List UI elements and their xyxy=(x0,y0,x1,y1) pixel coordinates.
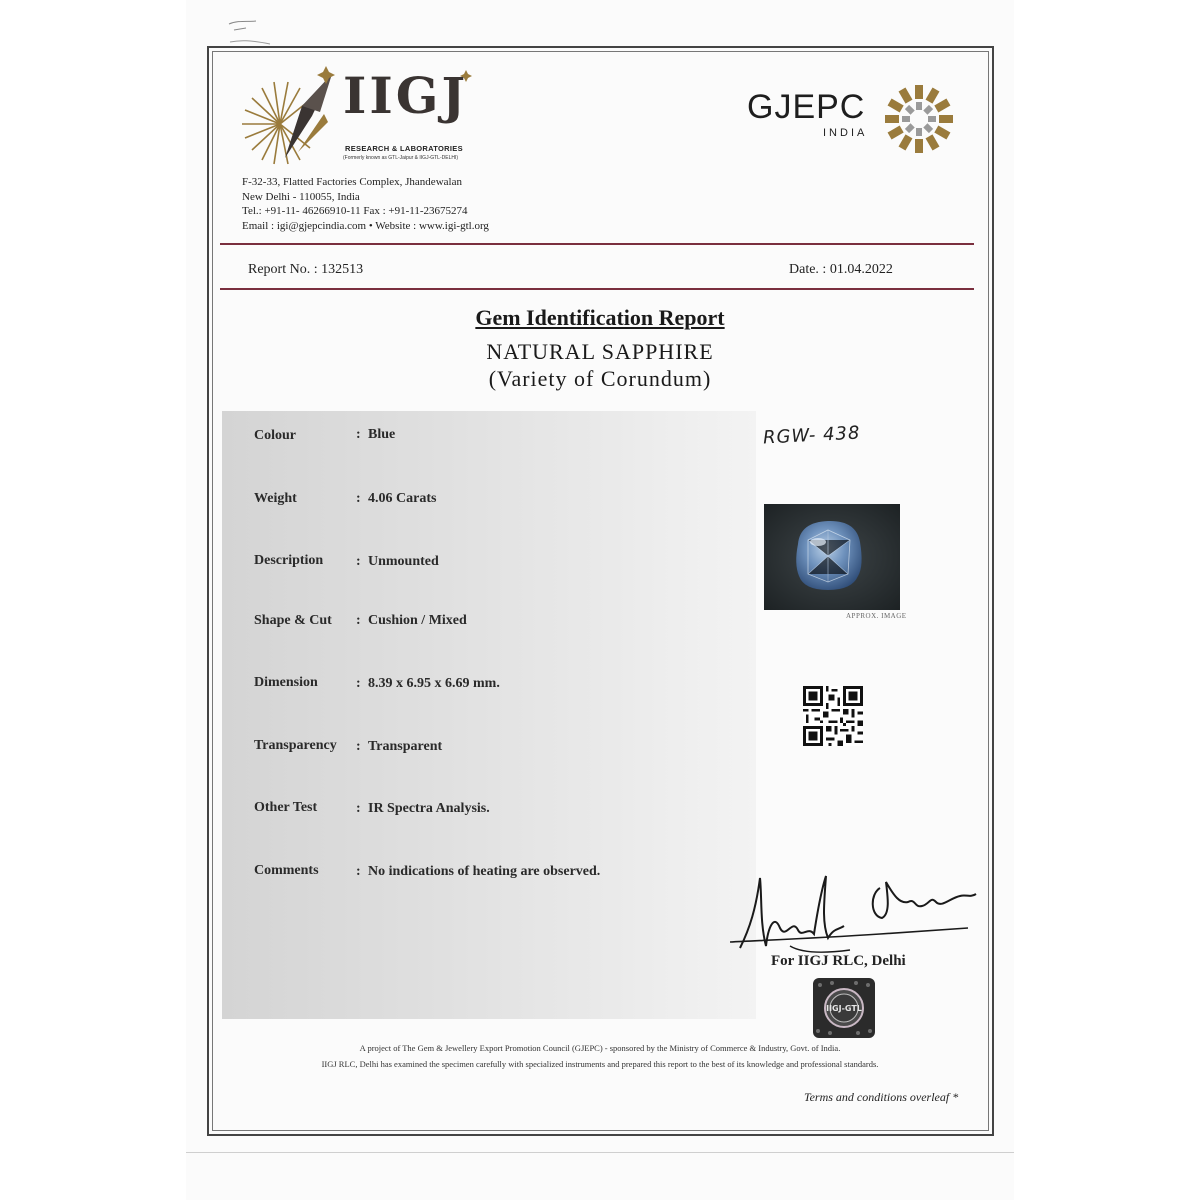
footer-disclaimer-line: IIGJ RLC, Delhi has examined the specimen carefully with specialized instruments and prepared this report to the best of its knowledge and professional standards. xyxy=(321,1059,879,1069)
footer-project-line: A project of The Gem & Jewellery Export Promotion Council (GJEPC) - sponsored by the Ministry of Commerce & Industry, Govt. of India. xyxy=(359,1043,841,1053)
field-label-shape-cut: Shape & Cut xyxy=(254,613,332,628)
field-label-colour: Colour xyxy=(254,428,296,443)
signatory-line: For IIGJ RLC, Delhi xyxy=(771,953,906,969)
report-number-label: Report No. : xyxy=(248,262,318,277)
email-website-line: Email : igi@gjepcindia.com • Website : www.igi-gtl.org xyxy=(242,220,489,232)
field-label-weight: Weight xyxy=(254,491,297,506)
address-line-2: New Delhi - 110055, India xyxy=(242,191,360,203)
page-bottom-line xyxy=(186,1152,1014,1153)
image-caption: APPROX. IMAGE xyxy=(846,612,907,620)
iigj-former-name: (Formerly known as GTL-Jaipur & IIGJ-GTL-DELHI) xyxy=(343,155,459,161)
handwritten-code: RGW- 438 xyxy=(762,422,861,449)
address-line-1: F-32-33, Flatted Factories Complex, Jhandewalan xyxy=(242,176,462,188)
terms-note: Terms and conditions overleaf * xyxy=(804,1090,959,1104)
report-date-label: Date. : xyxy=(789,262,827,277)
field-value-comments: No indications of heating are observed. xyxy=(368,864,601,879)
qr-code-icon xyxy=(803,686,863,746)
hologram-seal-icon xyxy=(812,977,876,1039)
details-panel xyxy=(222,411,756,1019)
report-date xyxy=(789,262,893,278)
gem-photo xyxy=(764,504,900,610)
field-value-dimension: 8.39 x 6.95 x 6.69 mm. xyxy=(368,676,500,691)
iigj-tagline: RESEARCH & LABORATORIES xyxy=(345,144,463,153)
field-value-transparency: Transparent xyxy=(368,739,443,754)
field-colon: : xyxy=(356,676,361,691)
iigj-wordmark: IIGJ xyxy=(343,66,469,125)
field-value-shape-cut: Cushion / Mixed xyxy=(368,613,467,628)
field-colon: : xyxy=(356,554,361,569)
field-colon: : xyxy=(356,801,361,816)
field-value-colour: Blue xyxy=(368,427,396,442)
field-label-description: Description xyxy=(254,553,324,568)
field-value-weight: 4.06 Carats xyxy=(368,491,437,506)
report-number xyxy=(248,262,363,278)
gjepc-wordmark: GJEPC xyxy=(747,88,866,126)
field-label-dimension: Dimension xyxy=(254,675,318,690)
margin-scribble xyxy=(226,10,276,46)
phone-fax-line: Tel.: +91-11- 46266910-11 Fax : +91-11-23675274 xyxy=(242,205,468,217)
gem-name: NATURAL SAPPHIRE xyxy=(486,339,714,364)
report-date-value: 01.04.2022 xyxy=(829,262,893,277)
gjepc-sunburst-icon xyxy=(884,84,954,154)
field-label-transparency: Transparency xyxy=(254,738,337,753)
field-colon: : xyxy=(356,427,361,442)
field-colon: : xyxy=(356,491,361,506)
field-colon: : xyxy=(356,739,361,754)
report-number-value: 132513 xyxy=(321,262,364,277)
field-colon: : xyxy=(356,613,361,628)
report-title: Gem Identification Report xyxy=(475,305,725,330)
field-label-other-test: Other Test xyxy=(254,800,318,815)
report-rule xyxy=(220,288,974,290)
field-label-comments: Comments xyxy=(254,863,319,878)
seal-text: IIGJ-GTL xyxy=(826,1004,862,1013)
gem-variety: (Variety of Corundum) xyxy=(488,366,712,391)
header-rule xyxy=(220,243,974,245)
field-value-description: Unmounted xyxy=(368,554,439,569)
field-colon: : xyxy=(356,864,361,879)
gjepc-country: INDIA xyxy=(823,127,868,139)
handwritten-signature xyxy=(730,868,980,958)
field-value-other-test: IR Spectra Analysis. xyxy=(368,801,490,816)
